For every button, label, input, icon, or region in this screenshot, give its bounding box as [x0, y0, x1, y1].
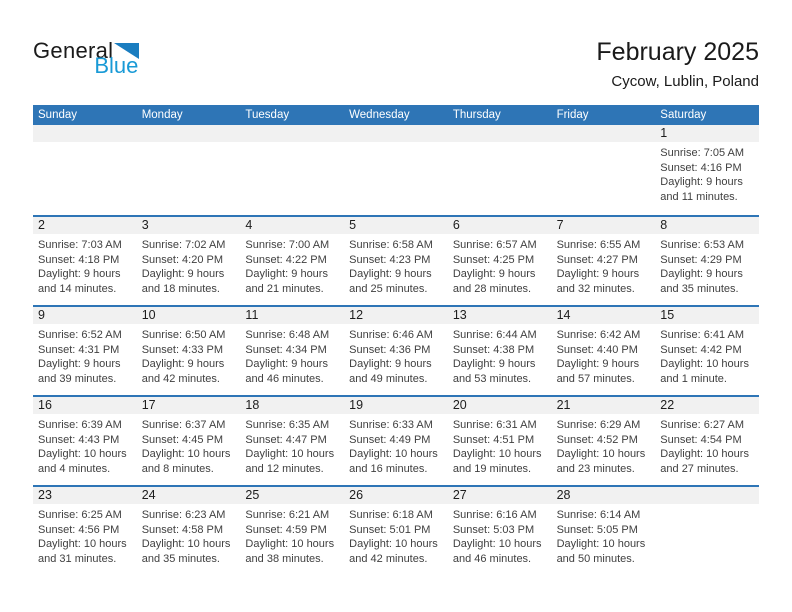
day-number: 5 [344, 217, 448, 234]
day-details [552, 234, 656, 296]
day-details [137, 324, 241, 386]
sunset-text: Sunset: 4:58 PM [141, 523, 224, 536]
day-details [33, 324, 137, 386]
sunset-text: Sunset: 4:54 PM [660, 433, 742, 446]
daylight-text-line1: Daylight: 10 hours [141, 538, 231, 551]
day-details [655, 234, 759, 296]
day-number: 14 [552, 307, 656, 324]
daylight-text-line1: Daylight: 10 hours [245, 538, 335, 551]
daylight-text-line2: and 27 minutes. [660, 462, 739, 475]
daylight-text-line1: Daylight: 10 hours [556, 538, 646, 551]
daylight-text-line2: and 1 minute. [660, 372, 727, 385]
day-number: 8 [655, 217, 759, 234]
daylight-text-line1: Daylight: 9 hours [452, 358, 536, 371]
day-cell-26 [344, 487, 448, 575]
daylight-text-line1: Daylight: 10 hours [660, 448, 749, 461]
day-cell-empty [448, 125, 552, 215]
day-details [552, 324, 656, 386]
daylight-text-line2: and 39 minutes. [38, 372, 117, 385]
day-number: 21 [552, 397, 656, 414]
sunset-text: Sunset: 4:51 PM [452, 433, 535, 446]
day-number-empty [344, 125, 448, 142]
daylight-text-line1: Daylight: 9 hours [38, 358, 121, 371]
day-cell-17 [137, 397, 241, 485]
weeks-container [33, 125, 759, 575]
daylight-text-line2: and 38 minutes. [245, 552, 324, 565]
daylight-text-line2: and 12 minutes. [245, 462, 324, 475]
day-number: 27 [448, 487, 552, 504]
day-cell-5 [344, 217, 448, 305]
page-title: February 2025 [596, 38, 759, 66]
day-details [344, 324, 448, 386]
sunrise-text: Sunrise: 6:25 AM [38, 509, 122, 521]
sunrise-text: Sunrise: 6:57 AM [452, 239, 537, 251]
day-details [33, 504, 137, 566]
day-cell-7 [552, 217, 656, 305]
daylight-text-line1: Daylight: 10 hours [556, 448, 646, 461]
daylight-text-line1: Daylight: 10 hours [452, 448, 542, 461]
day-details [344, 234, 448, 296]
day-details [448, 504, 552, 566]
day-number: 19 [344, 397, 448, 414]
day-cell-4 [240, 217, 344, 305]
sunrise-text: Sunrise: 6:58 AM [349, 239, 433, 251]
day-number: 16 [33, 397, 137, 414]
sunset-text: Sunset: 4:40 PM [556, 343, 638, 356]
day-cell-1 [655, 125, 759, 215]
sunrise-text: Sunrise: 6:42 AM [556, 329, 641, 341]
day-cell-15 [655, 307, 759, 395]
day-number: 17 [137, 397, 241, 414]
day-details [448, 414, 552, 476]
day-number: 9 [33, 307, 137, 324]
day-details [655, 142, 759, 204]
daylight-text-line2: and 50 minutes. [556, 552, 635, 565]
day-cell-19 [344, 397, 448, 485]
general-blue-logo [33, 40, 139, 77]
day-number: 18 [240, 397, 344, 414]
daylight-text-line2: and 31 minutes. [38, 552, 117, 565]
sunrise-text: Sunrise: 7:03 AM [38, 239, 122, 251]
sunrise-text: Sunrise: 6:35 AM [245, 419, 330, 431]
daylight-text-line2: and 14 minutes. [38, 282, 117, 295]
sunset-text: Sunset: 4:31 PM [38, 343, 120, 356]
day-cell-12 [344, 307, 448, 395]
day-cell-11 [240, 307, 344, 395]
sunrise-text: Sunrise: 6:21 AM [245, 509, 330, 521]
daylight-text-line2: and 42 minutes. [349, 552, 428, 565]
sunrise-text: Sunrise: 7:05 AM [660, 147, 745, 159]
sunset-text: Sunset: 4:25 PM [452, 253, 535, 266]
sunrise-text: Sunrise: 6:44 AM [452, 329, 537, 341]
day-details [448, 324, 552, 386]
sunset-text: Sunset: 4:56 PM [38, 523, 120, 536]
sunset-text: Sunset: 4:27 PM [556, 253, 638, 266]
day-details [240, 504, 344, 566]
weekday-label-thursday: Thursday [452, 109, 501, 121]
sunrise-text: Sunrise: 6:29 AM [556, 419, 641, 431]
day-cell-27 [448, 487, 552, 575]
daylight-text-line1: Daylight: 9 hours [245, 358, 328, 371]
daylight-text-line2: and 11 minutes. [660, 190, 738, 203]
day-number: 11 [240, 307, 344, 324]
day-details [137, 504, 241, 566]
daylight-text-line1: Daylight: 10 hours [349, 538, 438, 551]
day-number: 26 [344, 487, 448, 504]
day-cell-14 [552, 307, 656, 395]
daylight-text-line1: Daylight: 9 hours [660, 268, 743, 281]
sunrise-text: Sunrise: 6:55 AM [556, 239, 641, 251]
day-cell-18 [240, 397, 344, 485]
sunset-text: Sunset: 4:29 PM [660, 253, 742, 266]
page-subtitle: Cycow, Lublin, Poland [611, 73, 759, 90]
sunset-text: Sunset: 5:05 PM [556, 523, 638, 536]
sunrise-text: Sunrise: 6:33 AM [349, 419, 433, 431]
day-number: 2 [33, 217, 137, 234]
day-cell-empty [552, 125, 656, 215]
day-details [33, 234, 137, 296]
day-details [137, 234, 241, 296]
sunrise-text: Sunrise: 6:46 AM [349, 329, 433, 341]
day-number: 25 [240, 487, 344, 504]
day-cell-13 [448, 307, 552, 395]
daylight-text-line2: and 25 minutes. [349, 282, 428, 295]
day-cell-16 [33, 397, 137, 485]
sunset-text: Sunset: 4:49 PM [349, 433, 431, 446]
day-cell-empty [33, 125, 137, 215]
daylight-text-line1: Daylight: 9 hours [556, 358, 640, 371]
day-cell-empty [137, 125, 241, 215]
day-cell-8 [655, 217, 759, 305]
daylight-text-line1: Daylight: 9 hours [141, 268, 225, 281]
day-number-empty [240, 125, 344, 142]
sunset-text: Sunset: 4:59 PM [245, 523, 327, 536]
day-number: 4 [240, 217, 344, 234]
day-number-empty [137, 125, 241, 142]
daylight-text-line2: and 35 minutes. [660, 282, 739, 295]
day-cell-10 [137, 307, 241, 395]
sunrise-text: Sunrise: 6:37 AM [141, 419, 226, 431]
daylight-text-line1: Daylight: 9 hours [660, 176, 743, 189]
daylight-text-line1: Daylight: 10 hours [660, 358, 749, 371]
daylight-text-line2: and 18 minutes. [141, 282, 220, 295]
day-number: 24 [137, 487, 241, 504]
day-details [552, 414, 656, 476]
daylight-text-line2: and 21 minutes. [245, 282, 324, 295]
logo-word-general: General [33, 38, 114, 63]
day-cell-9 [33, 307, 137, 395]
day-number: 22 [655, 397, 759, 414]
day-details [240, 234, 344, 296]
sunrise-text: Sunrise: 6:41 AM [660, 329, 745, 341]
day-cell-23 [33, 487, 137, 575]
daylight-text-line2: and 16 minutes. [349, 462, 428, 475]
daylight-text-line2: and 46 minutes. [452, 552, 532, 565]
daylight-text-line1: Daylight: 10 hours [452, 538, 542, 551]
sunset-text: Sunset: 4:18 PM [38, 253, 120, 266]
day-details [655, 414, 759, 476]
day-details [655, 324, 759, 386]
daylight-text-line1: Daylight: 9 hours [452, 268, 536, 281]
daylight-text-line1: Daylight: 9 hours [38, 268, 121, 281]
daylight-text-line2: and 49 minutes. [349, 372, 428, 385]
week-row-5 [33, 485, 759, 575]
sunset-text: Sunset: 4:33 PM [141, 343, 224, 356]
weekday-label-tuesday: Tuesday [245, 109, 290, 121]
day-number-empty [33, 125, 137, 142]
sunset-text: Sunset: 4:45 PM [141, 433, 224, 446]
day-cell-22 [655, 397, 759, 485]
daylight-text-line2: and 32 minutes. [556, 282, 635, 295]
day-number: 13 [448, 307, 552, 324]
weekday-header-row [33, 105, 759, 125]
day-details [33, 414, 137, 476]
sunrise-text: Sunrise: 6:16 AM [452, 509, 537, 521]
day-details [344, 504, 448, 566]
day-number: 23 [33, 487, 137, 504]
sunrise-text: Sunrise: 6:23 AM [141, 509, 226, 521]
sunset-text: Sunset: 4:22 PM [245, 253, 327, 266]
weekday-label-monday: Monday [141, 109, 183, 121]
day-number: 28 [552, 487, 656, 504]
sunset-text: Sunset: 4:36 PM [349, 343, 431, 356]
daylight-text-line1: Daylight: 9 hours [349, 268, 432, 281]
sunset-text: Sunset: 4:43 PM [38, 433, 120, 446]
sunset-text: Sunset: 4:52 PM [556, 433, 638, 446]
sunrise-text: Sunrise: 6:50 AM [141, 329, 226, 341]
title-block [596, 38, 759, 90]
day-number: 15 [655, 307, 759, 324]
daylight-text-line2: and 35 minutes. [141, 552, 220, 565]
day-cell-empty [344, 125, 448, 215]
sunrise-text: Sunrise: 6:53 AM [660, 239, 745, 251]
daylight-text-line1: Daylight: 9 hours [245, 268, 328, 281]
daylight-text-line1: Daylight: 9 hours [141, 358, 225, 371]
sunrise-text: Sunrise: 6:39 AM [38, 419, 122, 431]
daylight-text-line1: Daylight: 9 hours [349, 358, 432, 371]
sunset-text: Sunset: 4:47 PM [245, 433, 327, 446]
sunset-text: Sunset: 4:23 PM [349, 253, 431, 266]
day-number: 3 [137, 217, 241, 234]
weekday-label-friday: Friday [556, 109, 589, 121]
day-details [344, 414, 448, 476]
daylight-text-line2: and 42 minutes. [141, 372, 220, 385]
weekday-label-wednesday: Wednesday [349, 109, 410, 121]
daylight-text-line2: and 28 minutes. [452, 282, 532, 295]
day-cell-empty [655, 487, 759, 575]
day-number: 7 [552, 217, 656, 234]
daylight-text-line2: and 53 minutes. [452, 372, 532, 385]
daylight-text-line1: Daylight: 10 hours [38, 538, 127, 551]
sunrise-text: Sunrise: 6:18 AM [349, 509, 433, 521]
day-cell-21 [552, 397, 656, 485]
daylight-text-line2: and 8 minutes. [141, 462, 214, 475]
day-cell-20 [448, 397, 552, 485]
weekday-label-sunday: Sunday [38, 109, 78, 121]
day-details [552, 504, 656, 566]
day-cell-25 [240, 487, 344, 575]
daylight-text-line1: Daylight: 10 hours [349, 448, 438, 461]
daylight-text-line2: and 23 minutes. [556, 462, 635, 475]
daylight-text-line1: Daylight: 10 hours [141, 448, 231, 461]
day-cell-3 [137, 217, 241, 305]
daylight-text-line1: Daylight: 9 hours [556, 268, 640, 281]
sunset-text: Sunset: 4:34 PM [245, 343, 327, 356]
day-number-empty [655, 487, 759, 504]
logo-word-blue: Blue [94, 53, 139, 78]
week-row-2 [33, 215, 759, 305]
sunset-text: Sunset: 4:20 PM [141, 253, 224, 266]
daylight-text-line2: and 46 minutes. [245, 372, 324, 385]
day-cell-6 [448, 217, 552, 305]
weekday-label-saturday: Saturday [660, 109, 707, 121]
day-cell-2 [33, 217, 137, 305]
day-details [137, 414, 241, 476]
sunrise-text: Sunrise: 6:48 AM [245, 329, 330, 341]
sunset-text: Sunset: 4:16 PM [660, 161, 742, 174]
daylight-text-line1: Daylight: 10 hours [38, 448, 127, 461]
day-details [240, 414, 344, 476]
day-number: 12 [344, 307, 448, 324]
sunset-text: Sunset: 5:01 PM [349, 523, 431, 536]
week-row-1 [33, 125, 759, 215]
day-number-empty [448, 125, 552, 142]
day-cell-28 [552, 487, 656, 575]
daylight-text-line2: and 57 minutes. [556, 372, 635, 385]
sunrise-text: Sunrise: 6:52 AM [38, 329, 122, 341]
sunrise-text: Sunrise: 6:27 AM [660, 419, 745, 431]
day-details [448, 234, 552, 296]
sunrise-text: Sunrise: 6:14 AM [556, 509, 641, 521]
daylight-text-line2: and 19 minutes. [452, 462, 532, 475]
sunset-text: Sunset: 5:03 PM [452, 523, 535, 536]
day-number: 6 [448, 217, 552, 234]
daylight-text-line1: Daylight: 10 hours [245, 448, 335, 461]
week-row-3 [33, 305, 759, 395]
day-cell-24 [137, 487, 241, 575]
sunset-text: Sunset: 4:38 PM [452, 343, 535, 356]
sunrise-text: Sunrise: 7:02 AM [141, 239, 226, 251]
day-number: 10 [137, 307, 241, 324]
calendar-grid [33, 105, 759, 575]
day-cell-empty [240, 125, 344, 215]
day-details [240, 324, 344, 386]
day-number-empty [552, 125, 656, 142]
sunset-text: Sunset: 4:42 PM [660, 343, 742, 356]
sunrise-text: Sunrise: 6:31 AM [452, 419, 537, 431]
day-number: 1 [655, 125, 759, 142]
sunrise-text: Sunrise: 7:00 AM [245, 239, 330, 251]
daylight-text-line2: and 4 minutes. [38, 462, 111, 475]
day-number: 20 [448, 397, 552, 414]
week-row-4 [33, 395, 759, 485]
